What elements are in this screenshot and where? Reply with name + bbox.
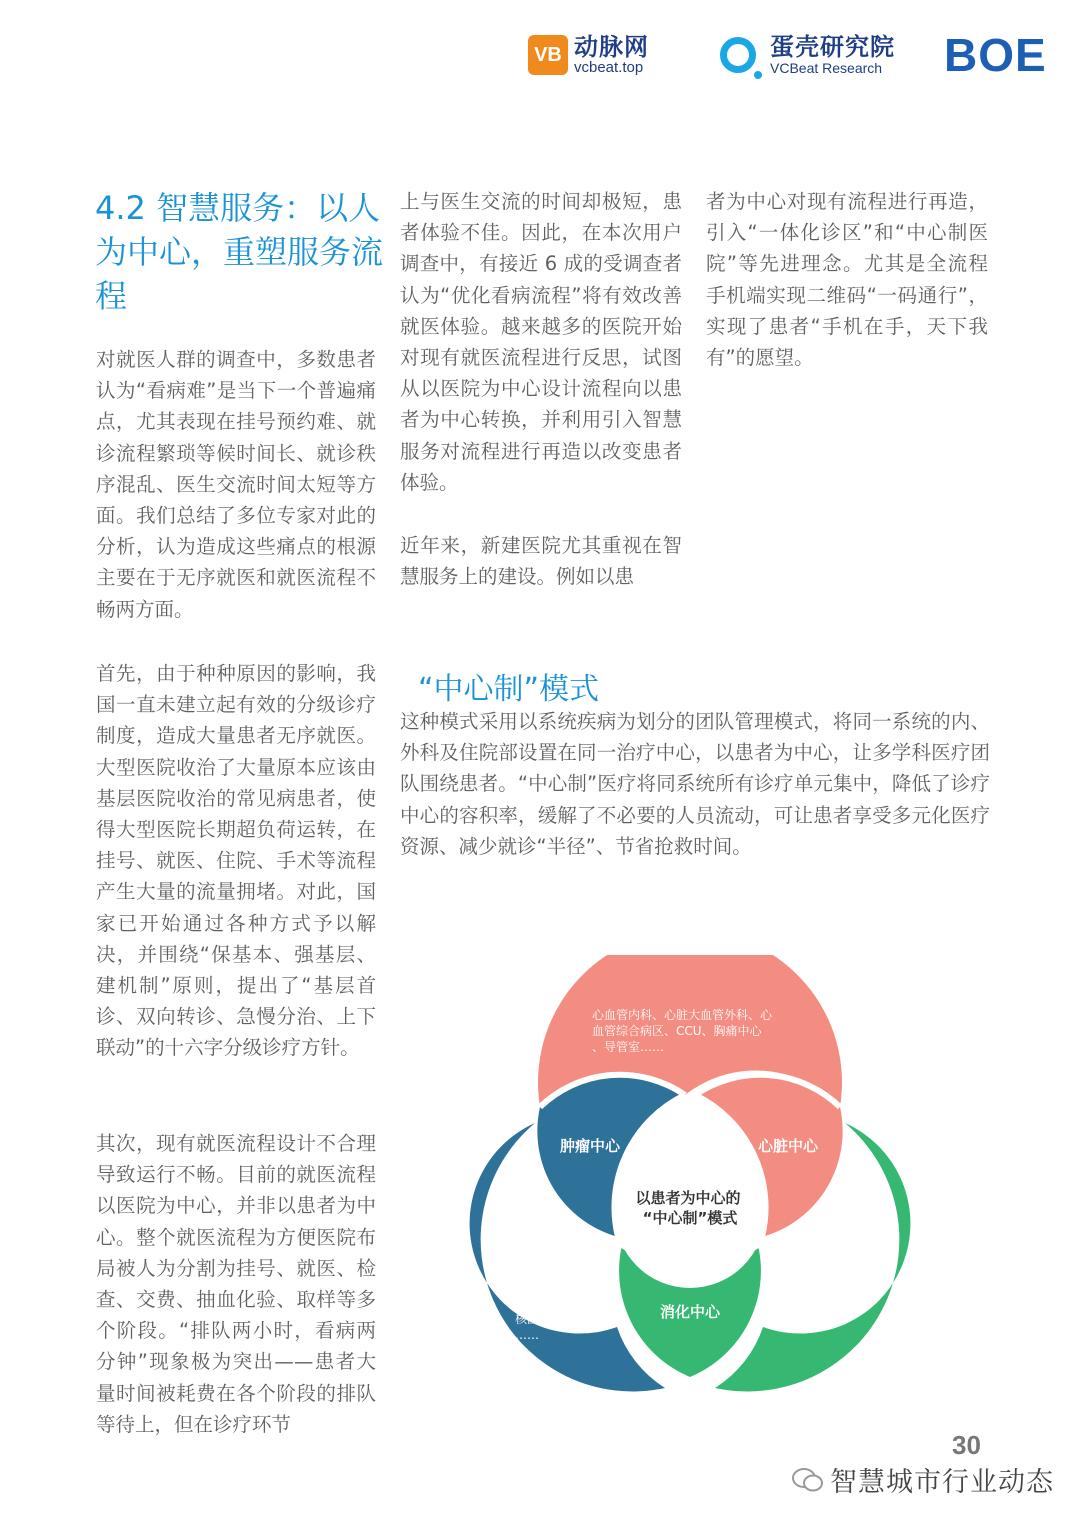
tumor-item: 血液内科: [515, 1280, 564, 1294]
col2-paragraph-1: 上与医生交流的时间却极短，患者体验不佳。因此，在本次用户调查中，有接近 6 成的受调查者认为“优化看病流程”将有效改善就医体验。越来越多的医院开始对现有就医流程进行反思，试图从以医院为中心设计流程向以患者为中心转换，并利用引入智慧服务对流程进行再造以改变患者体验。: [400, 190, 682, 494]
subsection-body: 这种模式采用以系统疾病为划分的团队管理模式，将同一系统的内、外科及住院部设置在同一治疗中心，以患者为中心，让多学科医疗团队围绕患者。“中心制”医疗将同系统所有诊疗单元集中，降低了诊疗中心的容积率，缓解了不必要的人员流动，可让患者享受多元化医疗资源、减少就诊“半径”、节省抢救时间。: [400, 710, 990, 858]
col2-paragraph-2: 近年来，新建医院尤其重视在智慧服务上的建设。例如以患: [400, 534, 682, 589]
tumor-item: 放疗科: [515, 1296, 552, 1310]
tumor-item: 放疗病区: [515, 1264, 564, 1278]
digest-item: 普外肝胆病区: [814, 1266, 887, 1280]
subsection-title: “中心制”模式: [418, 672, 600, 707]
dankai-en-name: VCBeat Research: [770, 60, 883, 76]
tumor-item: 核医学病区: [515, 1248, 576, 1262]
watermark: [792, 1460, 1054, 1499]
watermark-text: 智慧城市行业动态: [830, 1467, 1054, 1498]
digest-item: 消化内科: [814, 1234, 863, 1248]
header-logos: [520, 28, 1060, 88]
col1-paragraph-3: 其次，现有就医流程设计不合理导致运行不畅。目前的就医流程以医院为中心，并非以患者为中心。整个就医流程为方便医院布局被人为分割为挂号、就医、检查、交费、抽血化验、取样等多个阶段。“排队两小时，看病两分钟”现象极为突出——患者大量时间被耗费在各个阶段的排队等待上，但在诊疗环节: [96, 1132, 376, 1436]
center-label-line2: “中心制”模式: [642, 1209, 738, 1227]
heart-item: 、导管室……: [592, 1040, 665, 1054]
vcbeat-mark-icon: VB: [528, 35, 568, 75]
center-label-line1: 以患者为中心的: [635, 1189, 741, 1207]
heart-center-label: 心脏中心: [757, 1137, 819, 1155]
col1-paragraph-1: 对就医人群的调查中，多数患者认为“看病难”是当下一个普遍痛点，尤其表现在挂号预约难、就诊流程繁琐等候时间长、就诊秩序混乱、医生交流时间太短等方面。我们总结了多位专家对此的分析，认为造成这些痛点的根源主要在于无序就医和就医流程不畅两方面。: [96, 348, 376, 621]
digest-item: 普外胃肠病区: [814, 1250, 887, 1264]
digest-center-label: 消化中心: [659, 1303, 721, 1321]
col1-paragraph-2: 首先，由于种种原因的影响，我国一直未建立起有效的分级诊疗制度，造成大量患者无序就医。大型医院收治了大量原本应该由基层医院收治的常见病患者，使得大型医院长期超负荷运转，在挂号、就医、住院、手术等流程产生大量的流量拥堵。对此，国家已开始通过各种方式予以解决，并围绕“保基本、强基层、建机制”原则，提出了“基层首诊、双向转诊、急慢分治、上下联动”的十六字分级诊疗方针。: [96, 662, 376, 1060]
tumor-item: 核医学科: [515, 1312, 564, 1326]
center-model-diagram: [440, 955, 940, 1415]
tumor-item: 肿瘤病区: [515, 1232, 564, 1246]
section-title: 4.2 智慧服务：以人为中心，重塑服务流程: [95, 189, 384, 315]
col3-paragraph-1: 者为中心对现有流程进行再造，引入“一体化诊区”和“中心制医院”等先进理念。尤其是全流程手机端实现二维码“一码通行”，实现了患者“手机在手，天下我有”的愿望。: [706, 190, 988, 370]
wechat-icon: [792, 1467, 824, 1493]
dankai-name: 蛋壳研究院: [770, 33, 895, 61]
digest-item: 普外胰腺病区: [814, 1282, 887, 1296]
dankai-logo: [720, 34, 895, 76]
digest-item: 内镜中心: [814, 1298, 863, 1312]
vcbeat-logo: [528, 34, 649, 76]
heart-item: 血管综合病区、CCU、胸痛中心: [592, 1024, 762, 1038]
tumor-items: [515, 1231, 575, 1342]
page-number: 30: [952, 1430, 981, 1460]
tumor-center-label: 肿瘤中心: [559, 1137, 621, 1155]
boe-logo: BOE: [944, 29, 1047, 81]
heart-item: 心血管内科、心脏大血管外科、心: [592, 1008, 773, 1022]
dankai-mark-icon: [720, 37, 756, 73]
tumor-item: ……: [515, 1328, 539, 1342]
digest-item: ……: [814, 1314, 838, 1328]
vcbeat-name: 动脉网: [574, 33, 649, 61]
vcbeat-domain: vcbeat.top: [574, 59, 644, 76]
